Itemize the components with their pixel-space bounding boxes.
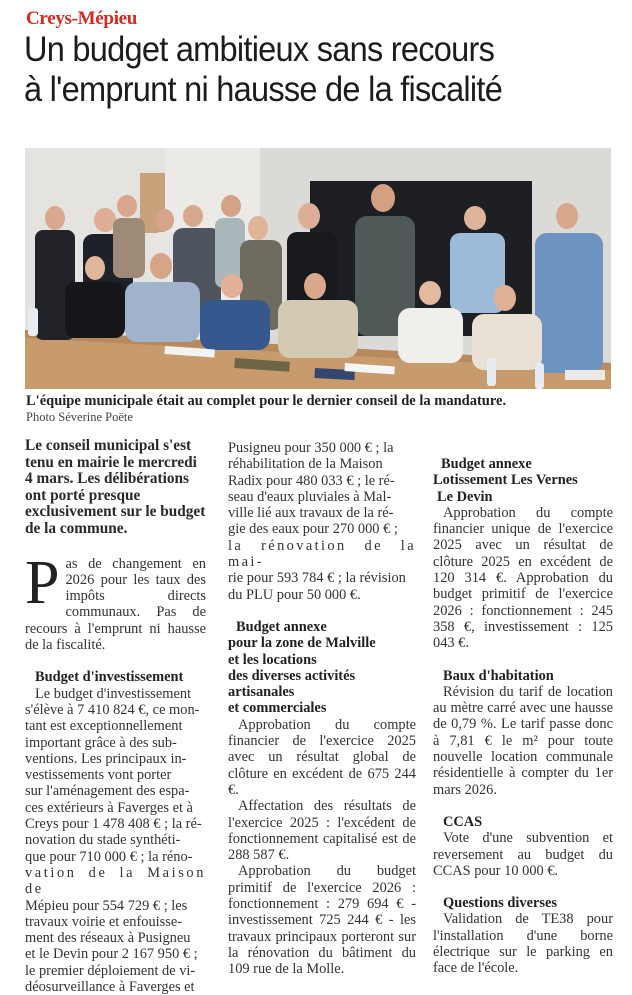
section-heading-investissement: Budget d'investissement bbox=[35, 669, 184, 686]
text-line: réhabilitation de la Maison bbox=[228, 456, 383, 473]
text-line: seau d'eaux pluviales à Mal- bbox=[228, 488, 392, 505]
text-line: ventions. Les principaux in- bbox=[25, 750, 187, 767]
text-line: vestissements vont porter bbox=[25, 767, 172, 784]
article-lead-paragraph: Le conseil municipal s'est tenu en mairie le mercredi 4 mars. Les délibérations ont porté presque exclusivement sur le budget de la commune. bbox=[25, 437, 206, 537]
heading-line: et les locations bbox=[228, 651, 317, 668]
section-body-paragraph: Révision du tarif de location au mètre carré avec une hausse de 0,79 %. Le tarif passe donc à 7,81 € le m² pour toute nouvelle location communale résidentielle à compter du 1er mars 2026. bbox=[433, 683, 613, 798]
heading-line: Le Devin bbox=[437, 488, 493, 505]
section-heading-baux: Baux d'habitation bbox=[443, 667, 554, 684]
heading-line: Budget annexe bbox=[441, 456, 532, 472]
headline-line-2: à l'emprunt ni hausse de la fiscalité bbox=[24, 70, 503, 109]
text-line: rie pour 593 784 € ; la révision bbox=[228, 570, 406, 587]
heading-line: et commerciales bbox=[228, 700, 327, 717]
text-line: la rénovation de la mai- bbox=[228, 537, 416, 571]
text-line: Radix pour 480 033 € ; le ré- bbox=[228, 472, 395, 489]
heading-line: pour la zone de Malville bbox=[228, 635, 376, 652]
text-line: déosurveillance à Faverges et bbox=[25, 978, 195, 995]
article-column-1 bbox=[25, 438, 206, 995]
photo-caption: L'équipe municipale était au complet pour le dernier conseil de la mandature. bbox=[26, 393, 507, 409]
heading-line: des diverses activités bbox=[228, 667, 356, 684]
text-line: que pour 710 000 € ; la réno- bbox=[25, 848, 193, 865]
section-body-investissement-part2 bbox=[228, 440, 416, 603]
text-line: du PLU pour 50 000 €. bbox=[228, 586, 361, 603]
text-line: novation du stade synthéti- bbox=[25, 832, 181, 849]
section-body-paragraph: Approbation du budget primitif de l'exercice 2026 : fonctionnement : 279 694 € - investissement 725 244 € - les travaux principaux porteront sur la rénovation du bâtiment du 109 rue de la Molle. bbox=[228, 863, 416, 978]
article-column-3 bbox=[433, 456, 613, 977]
intro-text: as de changement en 2026 pour les taux des impôts directs communaux. Pas de recours à l'emprunt ni hausse de la fiscalité. bbox=[25, 555, 206, 654]
article-column-2 bbox=[228, 440, 416, 978]
section-heading-lotissement bbox=[433, 456, 613, 505]
article-kicker-location: Creys-Mépieu bbox=[26, 8, 138, 29]
intro-paragraph bbox=[25, 556, 206, 654]
text-line: Mépieu pour 554 729 € ; les bbox=[25, 897, 188, 914]
section-body-paragraph: Approbation du compte financier de l'exercice 2025 avec un résultat global de clôture en excédent de 675 244 €. bbox=[228, 716, 416, 798]
text-line: ces extérieurs à Faverges et à bbox=[25, 799, 193, 816]
section-body-paragraph: Validation de TE38 pour l'installation d'une borne électrique sur le parking en face de l'école. bbox=[433, 911, 613, 977]
heading-line: artisanales bbox=[228, 684, 295, 701]
text-line: s'élève à 7 410 824 €, ce mon- bbox=[25, 701, 200, 718]
text-line: le premier déploiement de vi- bbox=[25, 962, 196, 979]
article-headline bbox=[24, 30, 582, 110]
text-line: tant est exceptionnellement bbox=[25, 718, 183, 735]
text-line: vation de la Maison de bbox=[25, 864, 206, 898]
heading-line: Lotissement Les Vernes bbox=[433, 472, 578, 489]
photo-credit: Photo Séverine Poëte bbox=[26, 410, 133, 424]
text-line: ville lié aux travaux de la ré- bbox=[228, 505, 394, 522]
section-heading-questions: Questions diverses bbox=[443, 895, 557, 912]
text-line: Creys pour 1 478 408 € ; la ré- bbox=[25, 816, 202, 833]
text-line: Pusigneu pour 350 000 € ; la bbox=[228, 440, 394, 456]
text-line: gie des eaux pour 270 000 € ; bbox=[228, 521, 398, 538]
text-line: et le Devin pour 2 167 950 € ; bbox=[25, 946, 198, 963]
group-photo-image bbox=[25, 148, 611, 389]
section-body-paragraph: Approbation du compte financier unique de l'exercice 2025 avec un résultat de clôture 2025 en excédent de 120 314 €. Approbation du budget primitif de l'exercice 2026 : fonctionnement : 245 358 €, investissement : 125 043 €. bbox=[433, 504, 613, 652]
article-photo bbox=[25, 148, 611, 389]
section-body-paragraph: Affectation des résultats de l'exercice 2025 : l'excédent de fonctionnement capitalisé est de 288 587 €. bbox=[228, 798, 416, 864]
text-line: Le budget d'investissement bbox=[35, 685, 192, 702]
drop-cap: P bbox=[25, 555, 60, 617]
text-line: travaux voirie et enfouisse- bbox=[25, 913, 183, 930]
text-line: sur l'aménagement des espa- bbox=[25, 783, 190, 800]
section-body-investissement-part1 bbox=[25, 686, 206, 995]
section-body-paragraph: Vote d'une subvention et reversement au budget du CCAS pour 10 000 €. bbox=[433, 830, 613, 879]
text-line: ment des réseaux à Pusigneu bbox=[25, 930, 191, 947]
heading-line: Budget annexe bbox=[236, 618, 327, 635]
text-line: important grâce à des sub- bbox=[25, 734, 177, 751]
section-heading-zone-malville bbox=[228, 619, 416, 717]
section-heading-ccas: CCAS bbox=[443, 813, 483, 830]
headline-line-1: Un budget ambitieux sans recours bbox=[24, 30, 495, 69]
